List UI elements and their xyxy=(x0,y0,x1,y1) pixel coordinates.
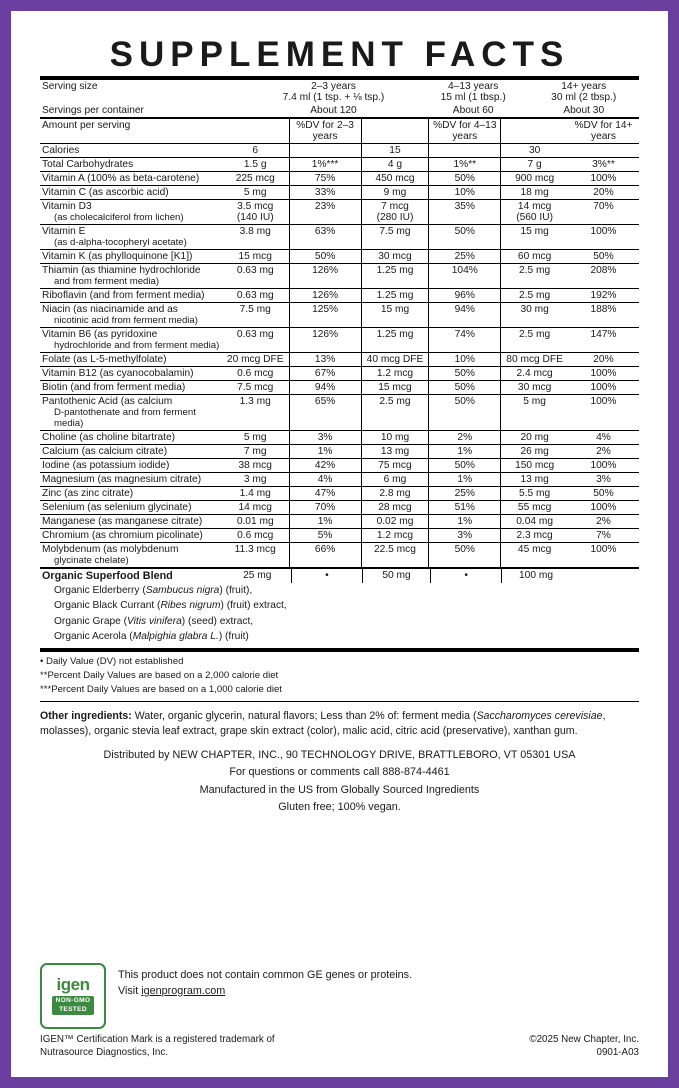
nutrient-amount: 9 mg xyxy=(361,186,429,199)
nutrient-dv: 126% xyxy=(289,328,361,352)
serving-col2-size: 15 ml (1 tbsp.) xyxy=(440,92,506,103)
serving-col2-group xyxy=(418,80,529,104)
nutrient-name: Iodine (as potassium iodide) xyxy=(42,460,170,471)
nutrient-dv: 208% xyxy=(590,265,617,276)
nutrient-dv: 70% xyxy=(593,201,614,212)
nutrient-amount: 1.25 mg xyxy=(361,289,429,302)
nutrient-amount: 7 g xyxy=(501,158,568,171)
nutrient-name: Vitamin D3 (as cholecalciferol from lichen) xyxy=(42,201,184,223)
nutrient-amount: 45 mcg xyxy=(501,543,568,567)
distribution-line: Distributed by NEW CHAPTER, INC., 90 TECHNOLOGY DRIVE, BRATTLEBORO, VT 05301 USA xyxy=(103,748,576,761)
blend-title: Organic Superfood Blend xyxy=(42,570,173,582)
nutrient-amount: 20 mg xyxy=(501,431,568,444)
nutrient-dv: 126% xyxy=(289,289,361,302)
nutrient-amount: 1.25 mg xyxy=(361,264,429,288)
nutrient-dv: 100% xyxy=(590,368,617,379)
nutrient-dv: 63% xyxy=(289,225,361,249)
other-ingredients xyxy=(40,709,639,739)
distribution-line: Manufactured in the US from Globally Sourced Ingredients xyxy=(199,783,480,796)
nutrient-dv: 70% xyxy=(289,501,361,514)
nutrient-name: Calcium (as calcium citrate) xyxy=(42,446,168,457)
nutrient-dv: 100% xyxy=(590,502,617,513)
nutrient-amount: 55 mcg xyxy=(501,501,568,514)
trademark-notice xyxy=(40,1033,275,1060)
nutrient-amount: 18 mg xyxy=(501,186,568,199)
nutrient-amount: 11.3 mcg xyxy=(234,544,276,555)
nutrient-amount: 7.5 mcg xyxy=(237,382,274,393)
table-row xyxy=(40,381,639,394)
nutrient-amount: 15 mcg xyxy=(361,381,429,394)
blend-dv-1: • xyxy=(292,569,362,583)
nutrient-name: Vitamin K (as phylloquinone [K1]) xyxy=(42,251,193,262)
table-row xyxy=(40,250,639,263)
serving-size-label: Serving size xyxy=(42,81,98,92)
nutrient-amount: 15 mcg xyxy=(238,251,272,262)
nutrient-amount: 0.04 mg xyxy=(501,515,568,528)
nutrient-amount: 1.5 g xyxy=(243,159,267,170)
nutrient-amount: 5 mg xyxy=(243,432,267,443)
table-row xyxy=(40,186,639,199)
nutrient-dv: 3%** xyxy=(592,159,615,170)
nutrient-name: Biotin (and from ferment media) xyxy=(42,382,186,393)
nutrient-dv: 20% xyxy=(593,187,614,198)
nutrient-dv xyxy=(568,144,639,157)
nutrient-amount: 14 mcg xyxy=(238,502,272,513)
nutrient-name: Magnesium (as magnesium citrate) xyxy=(42,474,202,485)
nutrient-dv: 10% xyxy=(429,353,501,366)
nutrient-dv: 50% xyxy=(429,459,501,472)
nutrient-amount: 15 xyxy=(361,144,429,157)
nutrient-dv: 1%** xyxy=(429,158,501,171)
table-row xyxy=(40,487,639,500)
nutrient-dv: 25% xyxy=(429,250,501,263)
badge-sub-line2: TESTED xyxy=(59,1005,87,1013)
nutrient-amount: 0.6 mcg xyxy=(237,530,274,541)
footnote-divider xyxy=(40,701,639,702)
nutrient-amount: 1.2 mcg xyxy=(361,529,429,542)
nutrient-amount: 225 mcg xyxy=(235,173,275,184)
nutrient-dv: 94% xyxy=(429,303,501,327)
amount-header-1 xyxy=(222,119,289,143)
nutrient-amount: 2.5 mg xyxy=(501,289,568,302)
blend-amount-1: 25 mg xyxy=(243,570,272,581)
table-row xyxy=(40,172,639,185)
nutrient-amount: 30 mcg xyxy=(501,381,568,394)
nutrient-amount: 0.02 mg xyxy=(361,515,429,528)
nutrient-dv: 50% xyxy=(429,543,501,567)
nutrient-dv: 50% xyxy=(429,225,501,249)
nutrient-amount: 4 g xyxy=(361,158,429,171)
nutrient-dv: 125% xyxy=(289,303,361,327)
nutrient-amount: 2.5 mg xyxy=(361,395,429,430)
nutrient-amount: 0.6 mcg xyxy=(237,368,274,379)
nutrient-dv: 126% xyxy=(289,264,361,288)
blend-items-row xyxy=(40,583,639,644)
nutrient-amount: 900 mcg xyxy=(501,172,568,185)
table-row xyxy=(40,144,639,157)
nutrient-amount: 3.5 mcg (140 IU) xyxy=(236,201,274,223)
nutrient-dv: 47% xyxy=(289,487,361,500)
nutrient-amount: 60 mcg xyxy=(501,250,568,263)
serving-col2-group-label: 4–13 years xyxy=(447,81,499,92)
serving-col1-size: 7.4 ml (1 tsp. + ⅛ tsp.) xyxy=(282,92,385,103)
footnote: **Percent Daily Values are based on a 2,000 calorie diet xyxy=(40,670,279,682)
nutrient-dv: 3% xyxy=(289,431,361,444)
nutrient-dv: 192% xyxy=(590,290,617,301)
badge-sub-line1: NON-GMO xyxy=(55,997,91,1005)
nutrient-dv: 2% xyxy=(596,446,611,457)
nutrient-dv: 2% xyxy=(429,431,501,444)
nutrient-dv: 50% xyxy=(429,172,501,185)
serving-col1-group xyxy=(249,80,418,104)
table-row xyxy=(40,543,639,567)
nutrient-dv: 1% xyxy=(289,445,361,458)
table-row xyxy=(40,473,639,486)
container-col3: About 30 xyxy=(563,105,605,116)
nutrient-name: Riboflavin (and from ferment media) xyxy=(42,290,205,301)
nutrient-dv: 50% xyxy=(429,367,501,380)
badge-claim-line2 xyxy=(118,983,639,999)
blend-dv-2: • xyxy=(431,569,501,583)
nutrient-amount: 7.5 mg xyxy=(239,304,271,315)
nutrient-amount: 2.5 mg xyxy=(501,264,568,288)
nutrient-dv: 5% xyxy=(289,529,361,542)
badge-claim-text xyxy=(118,961,639,999)
nutrient-dv: 42% xyxy=(289,459,361,472)
trademark-line2: Nutrasource Diagnostics, Inc. xyxy=(40,1047,168,1059)
nutrient-amount: 0.63 mg xyxy=(236,265,274,276)
nutrient-table xyxy=(40,119,639,567)
nutrient-table-header xyxy=(40,119,639,143)
nutrient-dv: 4% xyxy=(596,432,611,443)
blend-dv-3 xyxy=(570,569,639,583)
igen-wordmark: igen xyxy=(56,975,90,995)
nutrient-amount: 2.3 mcg xyxy=(501,529,568,542)
table-row xyxy=(40,431,639,444)
nutrient-amount: 1.3 mg xyxy=(239,396,271,407)
nutrient-amount: 2.8 mg xyxy=(361,487,429,500)
blend-items xyxy=(40,583,639,644)
nutrient-dv: 2% xyxy=(596,516,611,527)
nutrient-dv: 74% xyxy=(429,328,501,352)
copyright-line: ©2025 New Chapter, Inc. xyxy=(529,1033,639,1045)
table-row xyxy=(40,501,639,514)
footnotes xyxy=(40,655,639,697)
badge-claim-line1: This product does not contain common GE genes or proteins. xyxy=(118,968,413,981)
nutrient-amount: 13 mg xyxy=(361,445,429,458)
other-ingredients-pre: Water, organic glycerin, natural flavors; Less than 2% of: ferment media ( xyxy=(131,709,477,722)
footnote: ***Percent Daily Values are based on a 1,000 calorie diet xyxy=(40,684,282,695)
nutrient-amount: 0.63 mg xyxy=(236,329,274,340)
serving-col3-group xyxy=(528,80,639,104)
nutrient-dv: 67% xyxy=(289,367,361,380)
nutrient-amount: 22.5 mcg xyxy=(361,543,429,567)
distribution-line: Gluten free; 100% vegan. xyxy=(278,801,401,814)
table-row xyxy=(40,395,639,430)
nutrient-dv: 20% xyxy=(593,354,614,365)
dv-header-1: %DV for 2–3 years xyxy=(289,119,361,143)
nutrient-rows xyxy=(40,144,639,567)
table-row xyxy=(40,328,639,352)
nutrient-dv: 100% xyxy=(590,382,617,393)
servings-per-container-label: Servings per container xyxy=(42,105,144,116)
nutrient-dv: 4% xyxy=(289,473,361,486)
nutrient-dv: 188% xyxy=(590,304,617,315)
nutrient-dv: 25% xyxy=(429,487,501,500)
panel-inner xyxy=(22,22,657,1066)
copyright-notice xyxy=(529,1033,639,1060)
nutrient-dv: 1%*** xyxy=(289,158,361,171)
table-row xyxy=(40,459,639,472)
other-ingredients-label: Other ingredients: xyxy=(40,709,132,722)
serving-col3-size: 30 ml (2 tbsp.) xyxy=(551,92,617,103)
blend-amount-3: 100 mg xyxy=(501,569,570,583)
nutrient-dv: 33% xyxy=(289,186,361,199)
table-row xyxy=(40,353,639,366)
nutrient-amount: 80 mcg DFE xyxy=(501,353,568,366)
nutrient-amount: 30 xyxy=(501,144,568,157)
nutrient-amount: 3 mg xyxy=(243,474,267,485)
serving-size-row xyxy=(40,80,639,104)
nutrient-dv: 23% xyxy=(289,200,361,224)
nutrient-amount: 150 mcg xyxy=(501,459,568,472)
nutrient-amount: 1.4 mg xyxy=(239,488,271,499)
nutrient-name: Molybdenum (as molybdenum glycinate chelate) xyxy=(42,544,179,566)
nutrient-dv xyxy=(429,144,501,157)
lot-code: 0901-A03 xyxy=(596,1047,639,1059)
nutrient-name: Manganese (as manganese citrate) xyxy=(42,516,203,527)
nutrient-dv: 100% xyxy=(590,226,617,237)
nutrient-dv: 75% xyxy=(289,172,361,185)
nutrient-dv: 50% xyxy=(429,381,501,394)
nutrient-name: Vitamin B12 (as cyanocobalamin) xyxy=(42,368,194,379)
blend-amount-2: 50 mg xyxy=(362,569,431,583)
table-row xyxy=(40,289,639,302)
nutrient-name: Vitamin E (as d-alpha-tocopheryl acetate) xyxy=(42,226,187,248)
nutrient-name: Pantothenic Acid (as calcium D-pantothenate and from ferment media) xyxy=(42,396,196,429)
blend-bottom-divider xyxy=(40,648,639,652)
nutrient-name: Selenium (as selenium glycinate) xyxy=(42,502,192,513)
trademark-line1: IGEN™ Certification Mark is a registered trademark of xyxy=(40,1033,275,1045)
blend-item: Organic Black Currant (Ribes nigrum) (fruit) extract, xyxy=(54,600,287,612)
nutrient-dv: 1% xyxy=(289,515,361,528)
nutrient-dv: 50% xyxy=(593,488,614,499)
nutrient-dv: 3% xyxy=(596,474,611,485)
nutrient-amount: 20 mcg DFE xyxy=(226,354,284,365)
nutrient-amount: 30 mg xyxy=(501,303,568,327)
table-row xyxy=(40,200,639,224)
nutrient-amount: 6 xyxy=(252,145,259,156)
nutrient-dv: 50% xyxy=(289,250,361,263)
table-row xyxy=(40,158,639,171)
nutrient-dv: 96% xyxy=(429,289,501,302)
nutrient-amount: 450 mcg xyxy=(361,172,429,185)
nutrient-dv: 10% xyxy=(429,186,501,199)
other-ingredients-post: , molasses), organic stevia leaf extract, grape skin extract (color), malic acid, citric acid (preservative), xanthan gum. xyxy=(40,709,606,737)
serving-header-table xyxy=(40,80,639,117)
nutrient-amount: 3.8 mg xyxy=(239,226,271,237)
bottom-section xyxy=(40,961,639,1060)
nutrient-amount: 14 mcg (560 IU) xyxy=(501,200,568,224)
nutrient-amount: 15 mg xyxy=(361,303,429,327)
nutrient-dv: 100% xyxy=(590,460,617,471)
nutrient-amount: 2.5 mg xyxy=(501,328,568,352)
nutrient-dv: 147% xyxy=(590,329,617,340)
amount-header-3 xyxy=(501,119,568,143)
container-col1: About 120 xyxy=(310,105,357,116)
nutrient-name: Vitamin A (100% as beta-carotene) xyxy=(42,173,200,184)
igen-badge-subtext xyxy=(52,996,95,1014)
nutrient-name: Thiamin (as thiamine hydrochloride and from ferment media) xyxy=(42,265,201,287)
table-row xyxy=(40,225,639,249)
nutrient-dv: 100% xyxy=(590,173,617,184)
nutrient-amount: 7 mg xyxy=(243,446,267,457)
nutrient-dv: 1% xyxy=(429,445,501,458)
nutrient-dv: 13% xyxy=(289,353,361,366)
nutrient-dv: 50% xyxy=(429,395,501,430)
nutrient-dv: 51% xyxy=(429,501,501,514)
nutrient-amount: 5 mg xyxy=(501,395,568,430)
nutrient-dv: 1% xyxy=(429,473,501,486)
dv-header-3: %DV for 14+ years xyxy=(574,120,633,142)
blend-row xyxy=(40,569,639,583)
table-row xyxy=(40,303,639,327)
nutrient-amount: 7.5 mg xyxy=(361,225,429,249)
nutrient-name: Calories xyxy=(42,145,80,156)
table-row xyxy=(40,367,639,380)
nutrient-dv: 3% xyxy=(429,529,501,542)
nutrient-amount: 28 mcg xyxy=(361,501,429,514)
blend-table xyxy=(40,569,639,644)
nutrient-amount: 10 mg xyxy=(361,431,429,444)
distribution-info xyxy=(40,747,639,817)
nutrient-amount: 0.01 mg xyxy=(236,516,274,527)
visit-label: Visit xyxy=(118,984,142,997)
nutrient-name: Choline (as choline bitartrate) xyxy=(42,432,176,443)
nutrient-amount: 13 mg xyxy=(501,473,568,486)
footnote: • Daily Value (DV) not established xyxy=(40,656,184,668)
badge-row xyxy=(40,961,639,1029)
nutrient-amount: 0.63 mg xyxy=(236,290,274,301)
blend-item: Organic Acerola (Malpighia glabra L.) (fruit) xyxy=(54,630,249,642)
nutrient-name: Total Carbohydrates xyxy=(42,159,134,170)
nutrient-dv: 66% xyxy=(289,543,361,567)
table-row xyxy=(40,515,639,528)
nutrient-name: Zinc (as zinc citrate) xyxy=(42,488,134,499)
blend-item: Organic Elderberry (Sambucus nigra) (fruit), xyxy=(54,585,253,596)
nutrient-amount: 1.25 mg xyxy=(361,328,429,352)
nutrient-name: Vitamin B6 (as pyridoxine hydrochloride and from ferment media) xyxy=(42,329,220,351)
nutrient-name: Niacin (as niacinamide and as nicotinic acid from ferment media) xyxy=(42,304,198,326)
nutrient-dv: 35% xyxy=(429,200,501,224)
nutrient-dv: 104% xyxy=(429,264,501,288)
serving-col1-group-label: 2–3 years xyxy=(311,81,356,92)
nutrient-amount: 5.5 mg xyxy=(501,487,568,500)
nutrient-dv: 50% xyxy=(593,251,614,262)
nutrient-amount: 38 mcg xyxy=(238,460,272,471)
nutrient-dv: 7% xyxy=(596,530,611,541)
nutrient-amount: 7 mcg (280 IU) xyxy=(361,200,429,224)
table-row xyxy=(40,529,639,542)
nutrient-amount: 75 mcg xyxy=(361,459,429,472)
dv-header-2: %DV for 4–13 years xyxy=(429,119,501,143)
amount-header-2 xyxy=(361,119,429,143)
amount-per-serving-label: Amount per serving xyxy=(42,120,131,131)
distribution-line: For questions or comments call 888-874-4461 xyxy=(229,766,450,779)
nutrient-amount: 1.2 mcg xyxy=(361,367,429,380)
nutrient-dv: 100% xyxy=(590,544,617,555)
nutrient-dv: 100% xyxy=(590,396,617,407)
nutrient-amount: 15 mg xyxy=(501,225,568,249)
legal-row xyxy=(40,1033,639,1060)
serving-col3-group-label: 14+ years xyxy=(561,81,607,92)
nutrient-amount: 6 mg xyxy=(361,473,429,486)
servings-per-container-row xyxy=(40,104,639,117)
igen-non-gmo-badge-icon xyxy=(40,963,106,1029)
nutrient-amount: 30 mcg xyxy=(361,250,429,263)
nutrient-amount: 40 mcg DFE xyxy=(361,353,429,366)
other-ingredients-italic: Saccharomyces cerevisiae xyxy=(476,709,603,722)
nutrient-dv xyxy=(289,144,361,157)
page-title: SUPPLEMENT FACTS xyxy=(109,35,570,74)
nutrient-amount: 26 mg xyxy=(501,445,568,458)
nutrient-dv: 65% xyxy=(289,395,361,430)
nutrient-dv: 94% xyxy=(289,381,361,394)
blend-item: Organic Grape (Vitis vinifera) (seed) extract, xyxy=(54,615,254,627)
table-row xyxy=(40,264,639,288)
table-row xyxy=(40,445,639,458)
nutrient-name: Vitamin C (as ascorbic acid) xyxy=(42,187,169,198)
container-col2: About 60 xyxy=(452,105,494,116)
nutrient-amount: 2.4 mcg xyxy=(501,367,568,380)
nutrient-dv: 1% xyxy=(429,515,501,528)
nutrient-name: Folate (as L-5-methylfolate) xyxy=(42,354,167,365)
igen-program-link[interactable]: igenprogram.com xyxy=(141,984,226,997)
nutrient-name: Chromium (as chromium picolinate) xyxy=(42,530,203,541)
nutrient-amount: 5 mg xyxy=(243,187,267,198)
